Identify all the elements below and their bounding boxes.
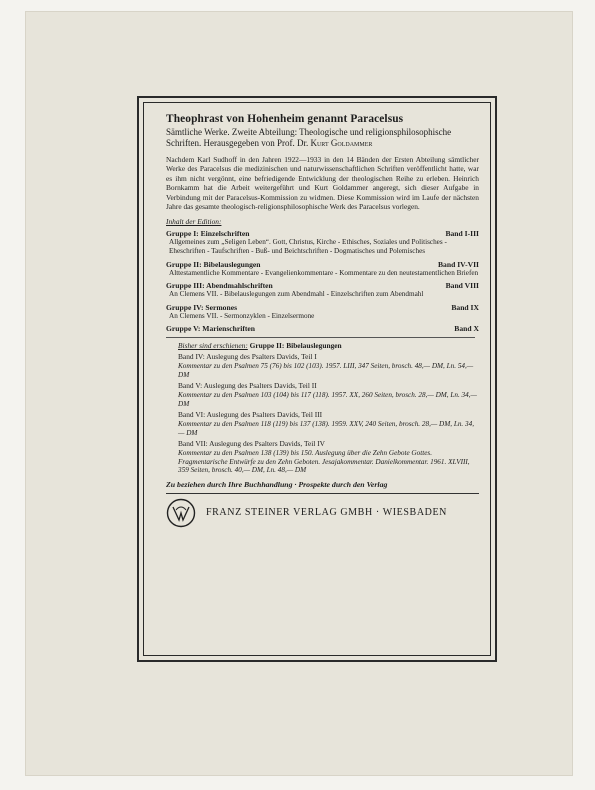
published-label (178, 341, 479, 350)
publisher-name: FRANZ STEINER VERLAG GMBH · WIESBADEN (206, 507, 447, 519)
published-section (178, 341, 479, 475)
group-heading (166, 260, 479, 269)
band-list (178, 353, 479, 475)
group-heading (166, 324, 479, 333)
published-label-text: Bisher sind erschienen: (178, 341, 248, 351)
editor-name: Kurt Goldammer (310, 138, 373, 148)
group-entry (166, 324, 479, 333)
intro-paragraph: Nachdem Karl Sudhoff in den Jahren 1922—1933 in den 14 Bänden der Ersten Abteilung sämtlicher Werke des Paracelsus die medizinischen und naturwissenschaftlichen Schriften veröffentlicht hatte, war es ihm nicht vergönnt, eine befriedigende Entwicklung der theologischen Reihe zu erleben. Heinrich Bornkamm hat die Arbeit weitergeführt und Kurt Goldammer angeregt, sich dieser Aufgabe in Verbindung mit der Paracelsus-Kommission zu widmen. Diese Kommission wird im Laufe der nächsten Jahre das gesamte theologisch-religionsphilosophische Werk des Paracelsus vorlegen. (166, 155, 479, 212)
group-band: Band I-III (445, 229, 479, 239)
band-title: Band V: Auslegung des Psalters Davids, Teil II (178, 381, 317, 391)
published-group: Gruppe II: Bibelauslegungen (249, 341, 342, 351)
band-detail: Kommentar zu den Psalmen 75 (76) bis 102 (103). 1957. LIII, 347 Seiten, brosch. 48,— DM, Ln. 54,— DM (178, 362, 474, 379)
group-name: Gruppe I: Einzelschriften (166, 229, 250, 239)
group-band: Band VIII (445, 281, 479, 291)
book-subtitle (166, 127, 479, 149)
group-band: Band X (454, 324, 479, 334)
band-detail: Kommentar zu den Psalmen 138 (139) bis 150. Auslegung über die Zehn Gebote Gottes. Fragmentarische Entwürfe zu den Zehn Geboten. Jesajakommentar. Danielkommentar. 1961. XLVIII, 359 Seiten, brosch. 40,— DM, Ln. 48,— DM (178, 449, 470, 475)
group-name: Gruppe V: Marienschriften (166, 324, 256, 334)
group-entry (166, 229, 479, 255)
group-heading (166, 281, 479, 290)
group-description: An Clemens VII. - Bibelauslegungen zum Abendmahl - Einzelschriften zum Abendmahl (169, 290, 424, 299)
band-detail: Kommentar zu den Psalmen 103 (104) bis 117 (118). 1957. XX, 260 Seiten, brosch. 28,— DM, Ln. 34,— DM (178, 391, 477, 408)
group-name: Gruppe III: Abendmahlschriften (166, 281, 273, 291)
group-heading (166, 229, 479, 238)
band-title: Band VI: Auslegung des Psalters Davids, Teil III (178, 410, 323, 420)
group-entry (166, 281, 479, 299)
group-name: Gruppe II: Bibelauslegungen (166, 259, 261, 269)
order-note: Zu beziehen durch Ihre Buchhandlung · Prospekte durch den Verlag (166, 479, 388, 489)
band-title: Band VII: Auslegung des Psalters Davids, Teil IV (178, 439, 326, 449)
publisher-logo-icon (166, 498, 196, 528)
band-entry (178, 440, 479, 475)
group-description: Allgemeines zum „Seligen Leben“. Gott, Christus, Kirche - Ethisches, Soziales und Politisches - Eheschriften - Taufschriften - Buß- und Beichtschriften - Dogmatisches und Polemisches (169, 238, 447, 256)
group-description: Alttestamentliche Kommentare - Evangelienkommentare - Kommentare zu den neutestamentlichen Briefen (169, 268, 479, 277)
group-description: An Clemens VII. - Sermonzyklen - Einzelsermone (169, 311, 315, 320)
band-detail: Kommentar zu den Psalmen 118 (119) bis 137 (138). 1959. XXV, 240 Seiten, brosch. 28,— DM, Ln. 34,— DM (178, 420, 474, 437)
book-title: Theophrast von Hohenheim genannt Paracelsus (166, 113, 404, 125)
group-entry (166, 260, 479, 278)
band-entry (178, 411, 479, 437)
band-title: Band IV: Auslegung des Psalters Davids, Teil I (178, 352, 317, 362)
publisher-row (166, 493, 479, 528)
edition-label: Inhalt der Edition: (166, 217, 222, 227)
group-band: Band IV-VII (437, 259, 479, 269)
group-name: Gruppe IV: Sermones (166, 302, 238, 312)
divider (166, 337, 475, 338)
subtitle-text: Sämtliche Werke. Zweite Abteilung: Theologische und religionsphilosophische Schriften. Herausgegeben von Prof. Dr. (166, 127, 452, 148)
group-band: Band IX (451, 302, 479, 312)
group-entry (166, 303, 479, 321)
content-frame (137, 96, 497, 662)
band-entry (178, 353, 479, 379)
group-list (166, 229, 479, 333)
band-entry (178, 382, 479, 408)
group-heading (166, 303, 479, 312)
content-inner (143, 102, 491, 656)
